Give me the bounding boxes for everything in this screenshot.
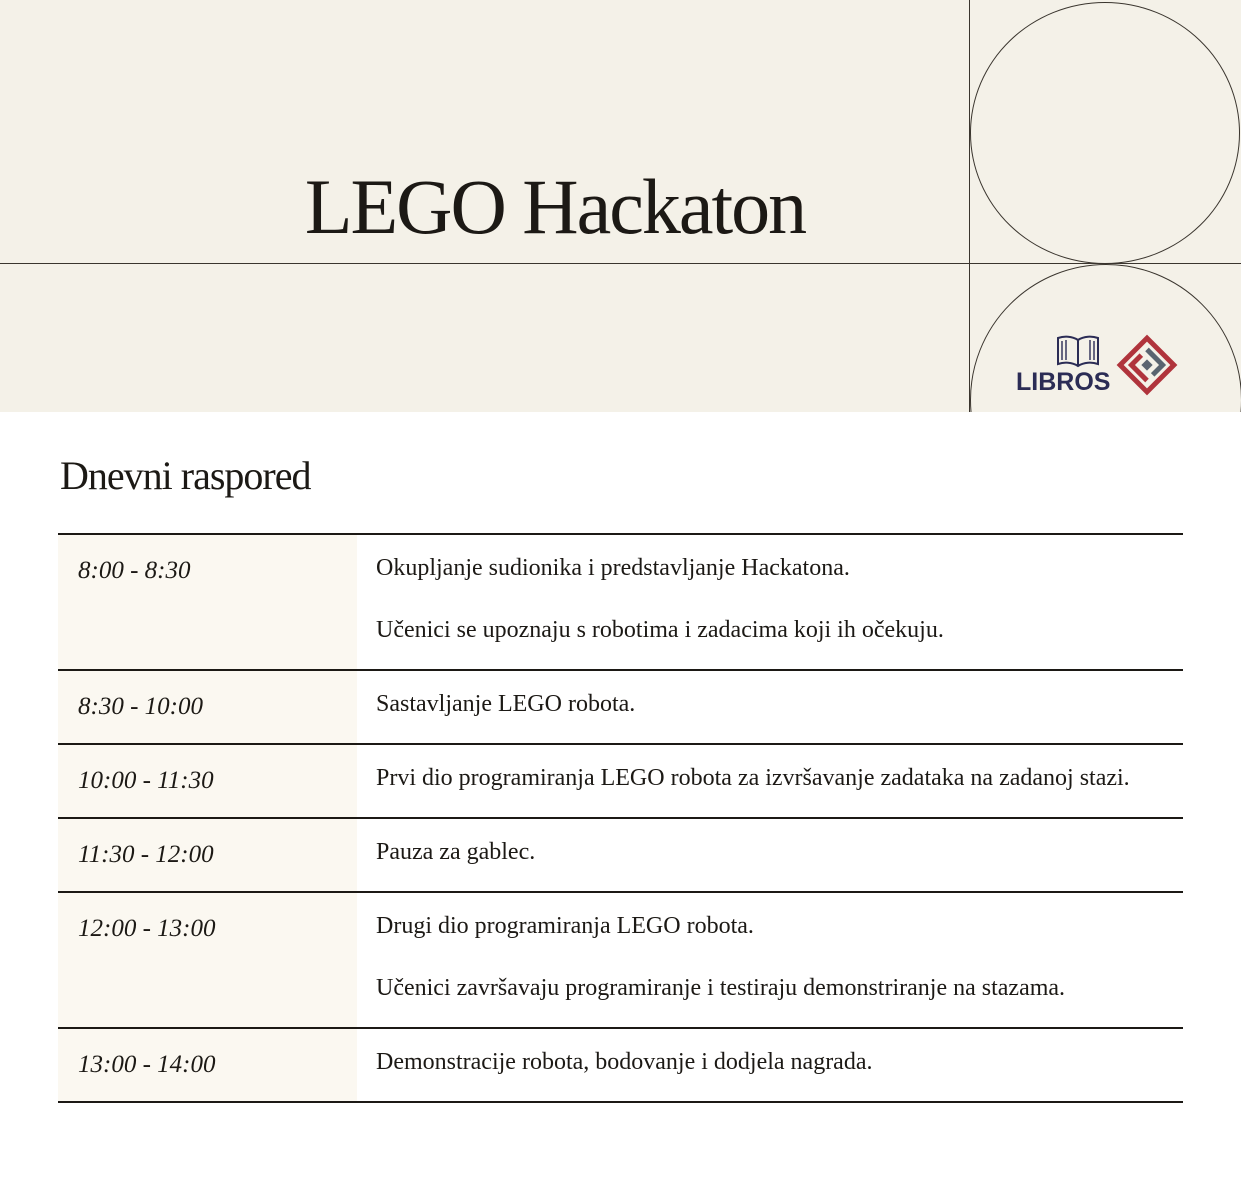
schedule-row — [58, 743, 1183, 817]
schedule-description — [357, 1029, 1183, 1101]
schedule-description-line: Učenici završavaju programiranje i testiraju demonstriranje na stazama. — [376, 975, 1066, 1001]
page-title: LEGO Hackaton — [304, 163, 806, 250]
header-horizontal-rule — [0, 263, 1241, 264]
schedule-description-line: Pauza za gablec. — [376, 839, 536, 865]
schedule-time: 13:00 - 14:00 — [58, 1028, 357, 1101]
schedule-description — [357, 745, 1183, 817]
schedule-description — [357, 893, 1183, 1027]
open-book-icon — [1056, 334, 1100, 368]
schedule-description — [357, 671, 1183, 743]
schedule-row — [58, 1027, 1183, 1103]
schedule-description-line: Demonstracije robota, bodovanje i dodjela nagrada. — [376, 1049, 873, 1075]
schedule-row — [58, 817, 1183, 891]
schedule-row — [58, 891, 1183, 1027]
section-title: Dnevni raspored — [60, 453, 311, 498]
schedule-row — [58, 533, 1183, 669]
schedule-time: 8:00 - 8:30 — [58, 534, 357, 669]
schedule-description-line: Učenici se upoznaju s robotima i zadacima koji ih očekuju. — [376, 617, 944, 643]
schedule-description-line: Prvi dio programiranja LEGO robota za izvršavanje zadataka na zadanoj stazi. — [376, 765, 1130, 791]
libros-wordmark: LIBROS — [1016, 368, 1111, 396]
schedule-description — [357, 535, 1183, 669]
schedule-time: 12:00 - 13:00 — [58, 892, 357, 1027]
schedule-row — [58, 669, 1183, 743]
header-banner — [0, 0, 1241, 412]
schedule-time: 8:30 - 10:00 — [58, 670, 357, 743]
schedule-description-line: Drugi dio programiranja LEGO robota. — [376, 913, 754, 939]
schedule-time: 11:30 - 12:00 — [58, 818, 357, 891]
schedule-description-line: Okupljanje sudionika i predstavljanje Hackatona. — [376, 555, 850, 581]
schedule-description — [357, 819, 1183, 891]
schedule-table — [58, 533, 1183, 1103]
schedule-time: 10:00 - 11:30 — [58, 744, 357, 817]
interlocking-diamond-logo — [1116, 334, 1178, 396]
schedule-description-line: Sastavljanje LEGO robota. — [376, 691, 636, 717]
libros-logo — [1014, 334, 1111, 400]
